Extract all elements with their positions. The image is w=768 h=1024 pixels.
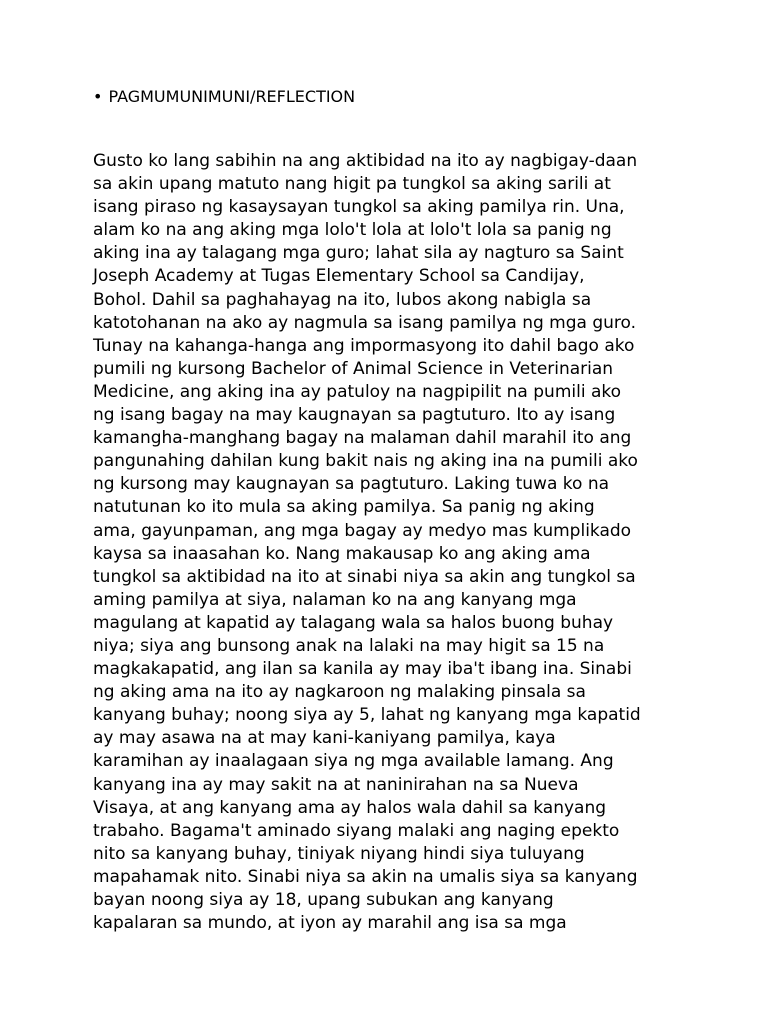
paragraph-line: kaysa sa inaasahan ko. Nang makausap ko ang aking ama xyxy=(93,543,591,564)
paragraph-line: ng kursong may kaugnayan sa pagtuturo. Laking tuwa ko na xyxy=(93,474,610,495)
paragraph-line: katotohanan na ako ay nagmula sa isang pamilya ng mga guro. xyxy=(93,312,637,333)
paragraph-line: aking ina ay talagang mga guro; lahat sila ay nagturo sa Saint xyxy=(93,243,624,264)
paragraph-line: sa akin upang matuto nang higit pa tungkol sa aking sarili at xyxy=(93,174,611,195)
paragraph-line: tungkol sa aktibidad na ito at sinabi niya sa akin ang tungkol sa xyxy=(93,566,636,587)
paragraph-line: nito sa kanyang buhay, tiniyak niyang hindi siya tuluyang xyxy=(93,843,585,864)
paragraph-line: aming pamilya at siya, nalaman ko na ang kanyang mga xyxy=(93,589,577,610)
paragraph-line: Bohol. Dahil sa paghahayag na ito, lubos akong nabigla sa xyxy=(93,289,592,310)
paragraph-line: Visaya, at ang kanyang ama ay halos wala dahil sa kanyang xyxy=(93,797,607,818)
paragraph-line: pangunahing dahilan kung bakit nais ng aking ina na pumili ako xyxy=(93,451,638,472)
paragraph-line: Gusto ko lang sabihin na ang aktibidad na ito ay nagbigay-daan xyxy=(93,151,638,171)
reflection-paragraph xyxy=(93,150,693,935)
paragraph-line: ng aking ama na ito ay nagkaroon ng malaking pinsala sa xyxy=(93,682,586,703)
paragraph-line: trabaho. Bagama't aminado siyang malaki ang naging epekto xyxy=(93,820,620,841)
paragraph-line: kamangha-manghang bagay na malaman dahil marahil ito ang xyxy=(93,428,632,449)
paragraph-line: ay may asawa na at may kani-kaniyang pamilya, kaya xyxy=(93,728,556,749)
paragraph-line: isang piraso ng kasaysayan tungkol sa aking pamilya rin. Una, xyxy=(93,197,625,218)
paragraph-line: karamihan ay inaalagaan siya ng mga available lamang. Ang xyxy=(93,751,614,772)
paragraph-line: ama, gayunpaman, ang mga bagay ay medyo mas kumplikado xyxy=(93,520,632,541)
paragraph-line: pumili ng kursong Bachelor of Animal Science in Veterinarian xyxy=(93,358,614,379)
paragraph-line: niya; siya ang bunsong anak na lalaki na may higit sa 15 na xyxy=(93,635,605,656)
paragraph-line: bayan noong siya ay 18, upang subukan ang kanyang xyxy=(93,890,554,910)
paragraph-line: kanyang ina ay may sakit na at naninirahan na sa Nueva xyxy=(93,774,579,795)
paragraph-line: kanyang buhay; noong siya ay 5, lahat ng kanyang mga kapatid xyxy=(93,705,641,726)
paragraph-line: magkakapatid, ang ilan sa kanila ay may iba't ibang ina. Sinabi xyxy=(93,659,632,680)
bullet-icon: • xyxy=(93,87,103,106)
paragraph-line: Tunay na kahanga-hanga ang impormasyong ito dahil bago ako xyxy=(93,335,635,356)
paragraph-line: ng isang bagay na may kaugnayan sa pagtuturo. Ito ay isang xyxy=(93,405,616,426)
paragraph-line: alam ko na ang aking mga lolo't lola at lolo't lola sa panig ng xyxy=(93,220,612,241)
paragraph-line: Medicine, ang aking ina ay patuloy na nagpipilit na pumili ako xyxy=(93,381,622,402)
paragraph-line: Joseph Academy at Tugas Elementary School sa Candijay, xyxy=(93,266,585,287)
paragraph-line: kapalaran sa mundo, at iyon ay marahil ang isa sa mga xyxy=(93,913,567,934)
paragraph-line: mapahamak nito. Sinabi niya sa akin na umalis siya sa kanyang xyxy=(93,866,638,887)
paragraph-line: natutunan ko ito mula sa aking pamilya. Sa panig ng aking xyxy=(93,497,595,518)
section-heading-text: PAGMUMUNIMUNI/REFLECTION xyxy=(108,87,356,106)
section-heading xyxy=(93,86,355,108)
paragraph-line: magulang at kapatid ay talagang wala sa halos buong buhay xyxy=(93,612,614,633)
